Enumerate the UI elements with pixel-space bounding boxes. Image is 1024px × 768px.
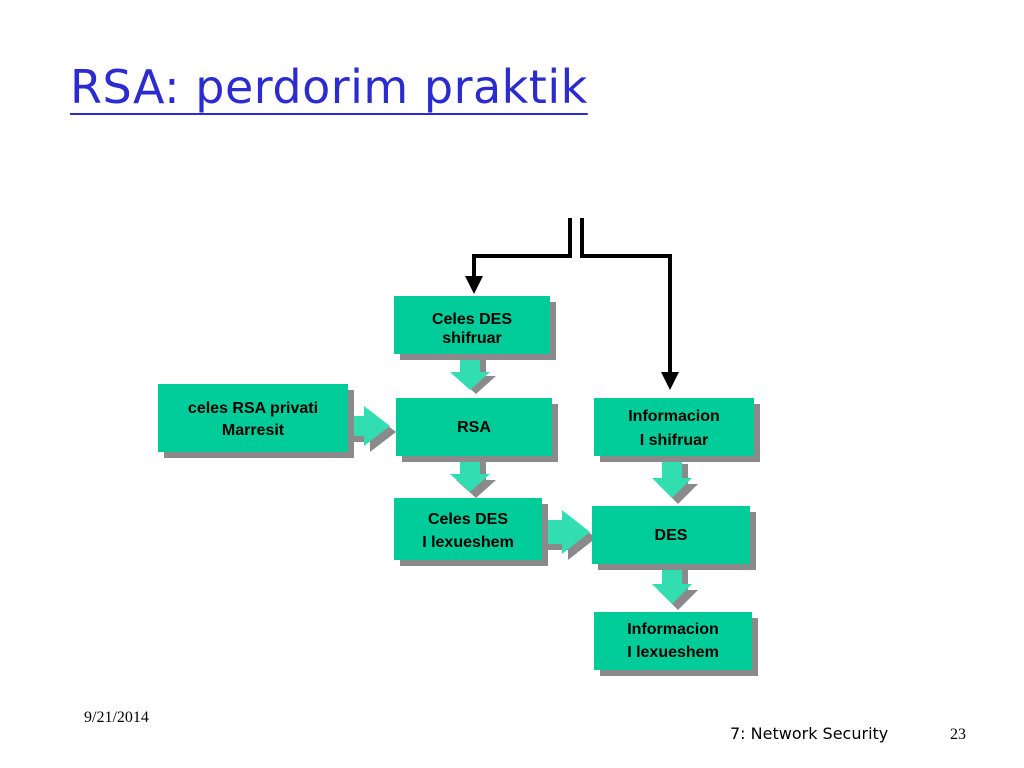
box-encrypted-info [594, 398, 760, 462]
arrow-down-des-to-plain [652, 564, 698, 610]
box-rsa [396, 398, 558, 462]
box-des-key-plain [394, 498, 548, 566]
arrow-down-rsa-to-key [450, 456, 496, 498]
page-number: 23 [950, 726, 966, 743]
box-des-key-encrypted-line2: shifruar [442, 330, 502, 348]
slide-chapter: 7: Network Security [730, 724, 889, 743]
box-des-key-plain-line2: I lexueshem [422, 534, 514, 552]
box-encrypted-info-line2: I shifruar [639, 432, 709, 450]
connector-left [465, 218, 570, 294]
box-des-label: DES [654, 527, 688, 545]
arrow-down-info-to-des [652, 458, 698, 504]
box-plain-info [594, 612, 758, 676]
box-encrypted-info-line1: Informacion [628, 408, 720, 426]
box-plain-info-line2: I lexueshem [627, 644, 719, 662]
box-des-key-plain-line1: Celes DES [427, 511, 509, 529]
arrow-right-key-to-des [542, 510, 596, 560]
box-rsa-private-key [158, 384, 354, 458]
box-plain-info-line1: Informacion [627, 621, 719, 639]
slide-date: 9/21/2014 [84, 709, 149, 726]
box-rsa-private-key-line1: celes RSA privati [187, 400, 319, 418]
box-rsa-label: RSA [457, 419, 491, 437]
box-des-key-encrypted [394, 296, 556, 360]
box-rsa-private-key-line2: Marresit [221, 422, 285, 440]
connector-right [582, 218, 679, 390]
box-des-key-encrypted-line1: Celes DES [431, 311, 513, 329]
box-des [592, 506, 756, 570]
slide-title: RSA: perdorim praktik [70, 60, 588, 114]
